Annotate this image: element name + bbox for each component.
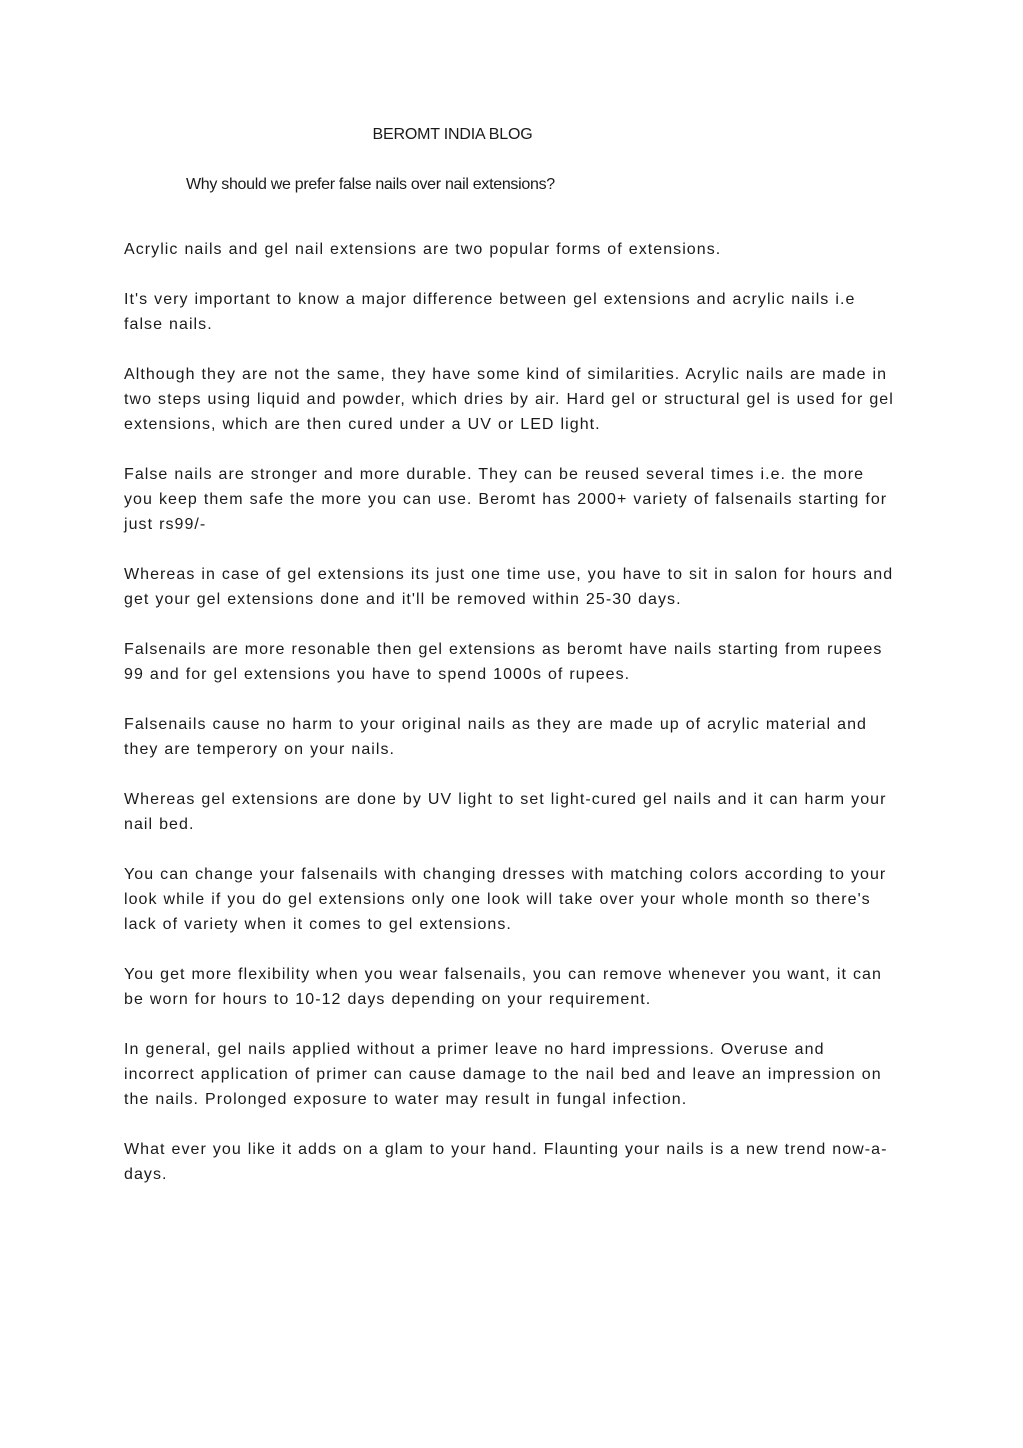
paragraph-2: It's very important to know a major difference between gel extensions and acrylic nails i.e false nails. bbox=[124, 291, 856, 333]
paragraph-6: Falsenails are more resonable then gel extensions as beromt have nails starting from rupees 99 and for gel extensions you have to spend 1000s of rupees. bbox=[124, 641, 883, 683]
paragraph-9: You can change your falsenails with changing dresses with matching colors according to your look while if you do gel extensions only one look will take over your whole month so there's lack of variety when it comes to gel extensions. bbox=[124, 866, 887, 933]
paragraph-4: False nails are stronger and more durable. They can be reused several times i.e. the more you keep them safe the more you can use. Beromt has 2000+ variety of falsenails starting for just rs99/- bbox=[124, 466, 888, 533]
paragraph-8: Whereas gel extensions are done by UV light to set light-cured gel nails and it can harm your nail bed. bbox=[124, 791, 887, 833]
article-body bbox=[124, 237, 899, 1212]
paragraph-12: What ever you like it adds on a glam to your hand. Flaunting your nails is a new trend now-a-days. bbox=[124, 1141, 888, 1183]
paragraph-5: Whereas in case of gel extensions its just one time use, you have to sit in salon for hours and get your gel extensions done and it'll be removed within 25-30 days. bbox=[124, 566, 894, 608]
paragraph-1: Acrylic nails and gel nail extensions are two popular forms of extensions. bbox=[124, 241, 722, 258]
paragraph-10: You get more flexibility when you wear falsenails, you can remove whenever you want, it can be worn for hours to 10-12 days depending on your requirement. bbox=[124, 966, 882, 1008]
blog-title: BEROMT INDIA BLOG bbox=[372, 126, 533, 143]
paragraph-7: Falsenails cause no harm to your original nails as they are made up of acrylic material and they are temperory on your nails. bbox=[124, 716, 867, 758]
paragraph-3: Although they are not the same, they have some kind of similarities. Acrylic nails are made in two steps using liquid and powder, which dries by air. Hard gel or structural gel is used for gel extensions, which are then cured under a UV or LED light. bbox=[124, 366, 894, 433]
paragraph-11: In general, gel nails applied without a primer leave no hard impressions. Overuse and incorrect application of primer can cause damage to the nail bed and leave an impression on the nails. Prolonged exposure to water may result in fungal infection. bbox=[124, 1041, 882, 1108]
blog-subtitle: Why should we prefer false nails over nail extensions? bbox=[186, 176, 555, 193]
